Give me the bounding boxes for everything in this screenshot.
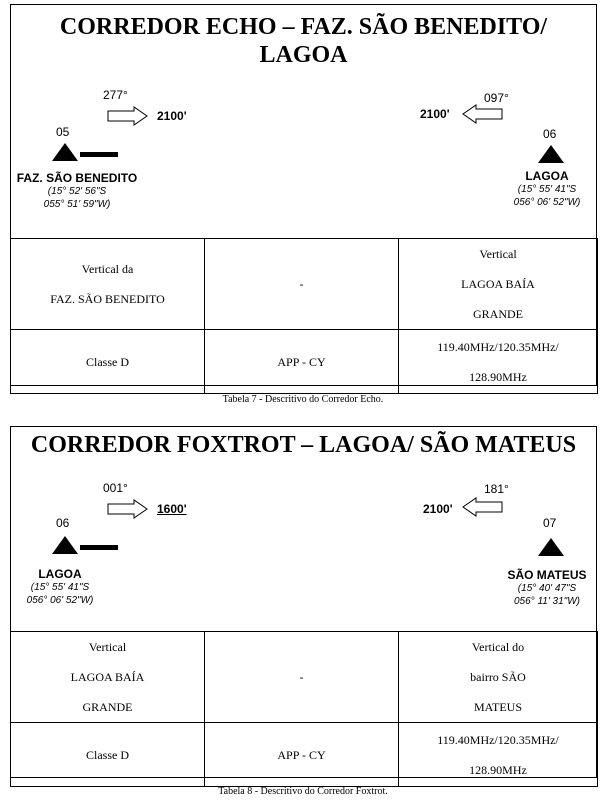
title-line-2: LAGOA bbox=[259, 42, 348, 68]
cell-line: MATEUS bbox=[473, 700, 522, 714]
cell-line: Vertical bbox=[479, 247, 517, 261]
corridor-echo-table bbox=[10, 238, 598, 394]
corridor-foxtrot-table bbox=[10, 631, 598, 787]
table-cell bbox=[11, 632, 205, 723]
table-caption: Tabela 7 - Descritivo do Corredor Echo. bbox=[222, 394, 384, 405]
cell-line: 128.90MHz bbox=[469, 762, 527, 777]
table-cell: APP - CY bbox=[205, 723, 399, 787]
cell-line: Vertical do bbox=[471, 640, 525, 654]
corridor-foxtrot-panel bbox=[10, 426, 597, 778]
left-waypoint-lon: 056° 06' 52"W) bbox=[26, 595, 94, 606]
right-waypoint-name: LAGOA bbox=[525, 169, 569, 183]
cell-line: 119.40MHz/120.35MHz/ bbox=[437, 732, 559, 747]
left-waypoint-lon: 055° 51' 59"W) bbox=[43, 199, 111, 210]
left-waypoint-lat: (15° 55' 41"S bbox=[30, 582, 90, 593]
table-cell: - bbox=[205, 632, 399, 723]
right-heading: 181° bbox=[484, 482, 509, 496]
table-cell: APP - CY bbox=[205, 330, 399, 394]
right-waypoint-lon: 056° 06' 52"W) bbox=[513, 197, 581, 208]
left-waypoint-number: 06 bbox=[56, 516, 70, 530]
left-waypoint-number: 05 bbox=[56, 125, 70, 139]
corridor-foxtrot-diagram bbox=[11, 427, 596, 632]
table-cell: - bbox=[205, 239, 399, 330]
table-row bbox=[11, 632, 598, 723]
corridor-echo-panel bbox=[10, 4, 597, 386]
table-cell bbox=[399, 330, 598, 394]
left-heading: 001° bbox=[103, 481, 128, 495]
corridor-echo-diagram bbox=[11, 5, 596, 239]
cell-line: FAZ. SÃO BENEDITO bbox=[50, 292, 165, 306]
right-waypoint-number: 06 bbox=[543, 127, 557, 141]
cell-line: LAGOA BAÍA bbox=[461, 277, 535, 291]
left-waypoint-label bbox=[15, 171, 139, 211]
right-heading: 097° bbox=[484, 91, 509, 105]
triangle-icon bbox=[52, 536, 78, 554]
right-waypoint-lon: 056° 11' 31"W) bbox=[514, 596, 580, 607]
table-cell: Classe D bbox=[11, 330, 205, 394]
right-altitude: 2100' bbox=[423, 502, 453, 516]
cell-line: bairro SÃO bbox=[470, 670, 526, 684]
right-waypoint-label bbox=[497, 169, 597, 209]
title-line-1: CORREDOR ECHO – FAZ. SÃO BENEDITO/ bbox=[59, 14, 548, 40]
table-cell bbox=[399, 239, 598, 330]
left-waypoint-name: LAGOA bbox=[38, 567, 82, 581]
right-altitude: 2100' bbox=[420, 107, 450, 121]
cell-line: Vertical da bbox=[81, 262, 134, 276]
right-waypoint-lat: (15° 40' 47"S bbox=[517, 583, 577, 594]
left-altitude: 1600' bbox=[157, 502, 187, 516]
triangle-icon bbox=[538, 538, 564, 556]
table-cell bbox=[11, 239, 205, 330]
table-row bbox=[11, 239, 598, 330]
cell-line: GRANDE bbox=[82, 700, 133, 714]
table-row bbox=[11, 330, 598, 394]
table-caption: Tabela 8 - Descritivo do Corredor Foxtrot. bbox=[218, 786, 388, 797]
triangle-icon bbox=[538, 145, 564, 163]
runway-bar-icon bbox=[80, 152, 118, 157]
arrow-right-icon bbox=[107, 106, 148, 126]
left-waypoint-name: FAZ. SÃO BENEDITO bbox=[16, 171, 138, 185]
left-waypoint-label bbox=[15, 567, 105, 607]
cell-line: GRANDE bbox=[473, 307, 523, 321]
right-waypoint-label bbox=[497, 568, 597, 608]
corridor-echo-title bbox=[11, 13, 596, 69]
arrow-left-icon bbox=[462, 497, 503, 517]
triangle-icon bbox=[52, 143, 78, 161]
table-cell bbox=[399, 632, 598, 723]
right-waypoint-lat: (15° 55' 41"S bbox=[517, 184, 577, 195]
left-altitude: 2100' bbox=[157, 109, 187, 123]
left-waypoint-lat: (15° 52' 56"S bbox=[47, 186, 107, 197]
right-waypoint-name: SÃO MATEUS bbox=[507, 568, 587, 582]
table-cell bbox=[399, 723, 598, 787]
cell-line: 119.40MHz/120.35MHz/ bbox=[437, 339, 559, 354]
table-row bbox=[11, 723, 598, 787]
cell-line: 128.90MHz bbox=[469, 369, 527, 384]
corridor-foxtrot-title: CORREDOR FOXTROT – LAGOA/ SÃO MATEUS bbox=[30, 432, 577, 458]
right-waypoint-number: 07 bbox=[543, 516, 557, 530]
arrow-right-icon bbox=[107, 499, 148, 519]
cell-line: LAGOA BAÍA bbox=[70, 670, 145, 684]
arrow-left-icon bbox=[462, 104, 503, 124]
left-heading: 277° bbox=[103, 88, 128, 102]
table-cell: Classe D bbox=[11, 723, 205, 787]
runway-bar-icon bbox=[80, 545, 118, 550]
cell-line: Vertical bbox=[88, 640, 127, 654]
